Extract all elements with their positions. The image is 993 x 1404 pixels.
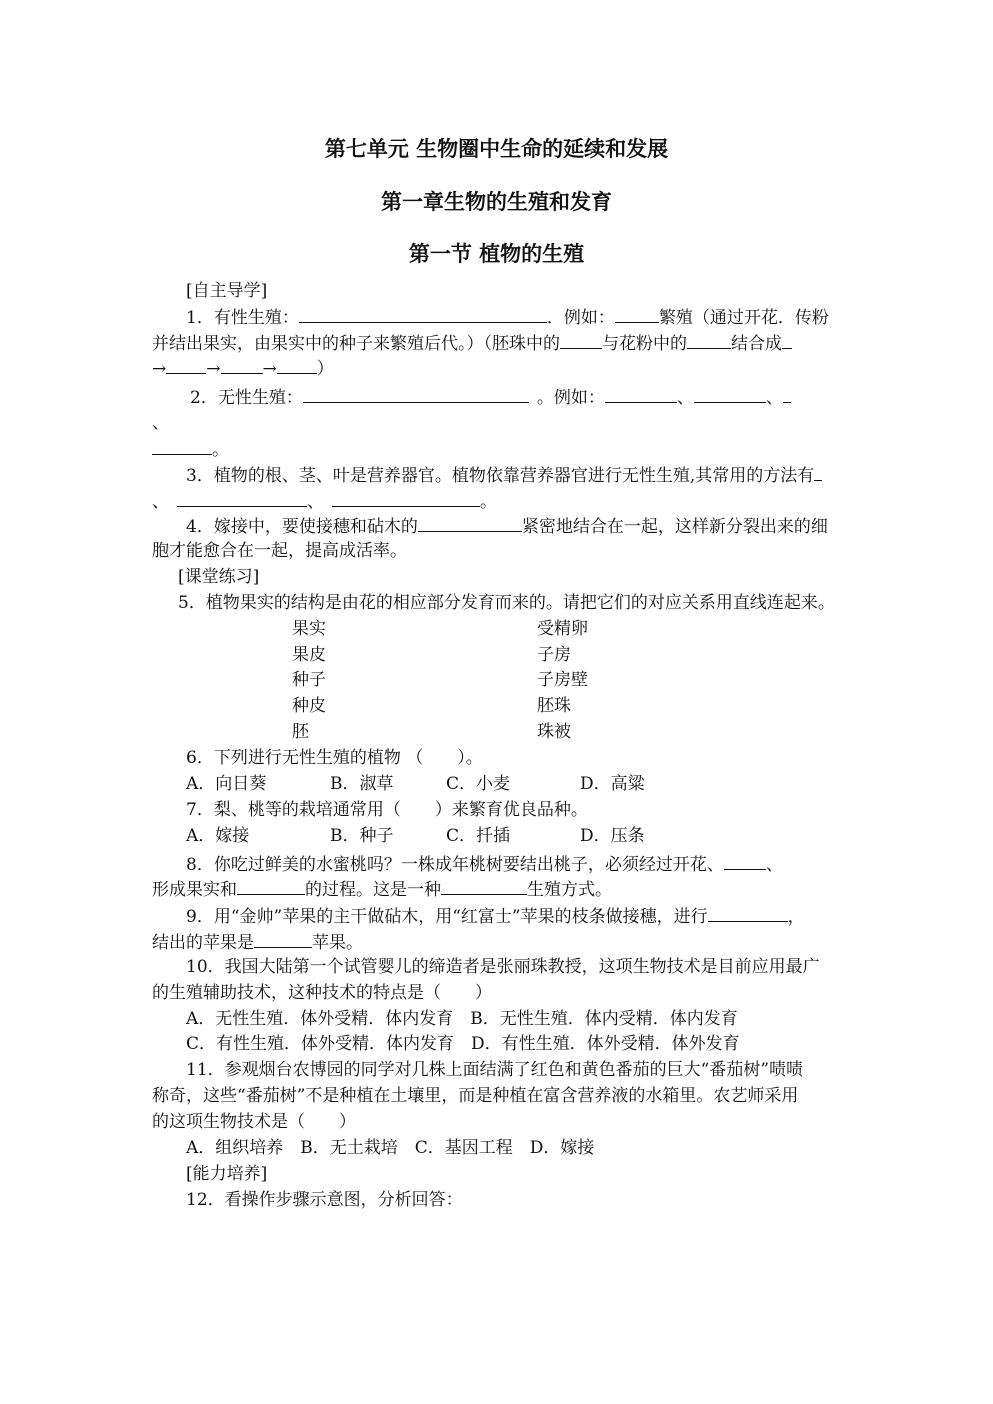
q9-text-a: 9．用“金帅”苹果的主干做砧木，用“红富士”苹果的枝条做接穗，进行 — [186, 907, 708, 927]
question-3-line-1 — [186, 462, 822, 488]
q2-sep-1: 、 — [676, 388, 694, 408]
q4-text-b: 紧密地结合在一起，这样新分裂出来的细 — [521, 517, 828, 537]
q6-option-c[interactable]: C．小麦 — [446, 774, 511, 794]
q3-blank-2[interactable] — [177, 488, 307, 507]
q9-blank-1[interactable] — [708, 903, 788, 922]
q11-options[interactable]: A．组织培养 B．无土栽培 C．基因工程 D．嫁接 — [186, 1138, 595, 1158]
q4-text-a: 4．嫁接中，要使接穗和砧木的 — [186, 517, 418, 537]
question-10-line-1: 10．我国大陆第一个试管婴儿的缔造者是张丽珠教授，这项生物技术是目前应用最广 — [186, 957, 820, 977]
question-9-line-2 — [152, 929, 363, 955]
q8-blank-2[interactable] — [237, 876, 305, 895]
q5-right-item: 珠被 — [537, 722, 571, 742]
unit-title: 第七单元 生物圈中生命的延续和发展 — [324, 136, 669, 161]
question-12-stem: 12．看操作步骤示意图，分析回答： — [186, 1190, 463, 1210]
q4-blank-1[interactable] — [418, 513, 522, 532]
q1-arrow-3: → — [262, 359, 277, 379]
q7-option-b[interactable]: B．种子 — [330, 826, 394, 846]
q5-left-item: 种子 — [292, 670, 326, 690]
q1-blank-5[interactable] — [782, 330, 792, 349]
q8-text-c: 形成果实和 — [152, 880, 237, 900]
q1-text-a: 1．有性生殖： — [186, 308, 299, 328]
question-11-line-1: 11．参观烟台农博园的同学对几株上面结满了红色和黄色番茄的巨大“番茄树”啧啧 — [186, 1060, 804, 1080]
question-2-line-3 — [152, 436, 229, 462]
q5-right-item: 子房 — [537, 645, 571, 665]
q1-text-d: 并结出果实，由果实中的种子来繁殖后代。）（胚珠中的 — [152, 334, 560, 354]
q1-text-f: 结合成 — [731, 334, 782, 354]
q2-sep-2: 、 — [765, 388, 783, 408]
question-11-line-3: 的这项生物技术是（ ） — [152, 1112, 356, 1132]
q5-left-item: 果实 — [292, 619, 326, 639]
q8-text-b: 、 — [765, 855, 783, 875]
q3-text-a: 3．植物的根、茎、叶是营养器官。植物依靠营养器官进行无性生殖,其常用的方法有 — [186, 466, 815, 486]
question-6-stem: 6．下列进行无性生殖的植物 （ ）。 — [186, 748, 483, 768]
q10-options-row-2[interactable]: C．有性生殖．体外受精．体内发育 D．有性生殖．体外受精．体外发育 — [186, 1034, 740, 1054]
q1-arrow-1: → — [152, 359, 167, 379]
q2-blank-5[interactable] — [152, 436, 212, 455]
question-10-line-2: 的生殖辅助技术，这种技术的特点是（ ） — [152, 983, 492, 1003]
question-4-line-2: 胞才能愈合在一起，提高成活率。 — [152, 541, 407, 561]
q7-option-a[interactable]: A．嫁接 — [186, 826, 250, 846]
q5-left-item: 果皮 — [292, 645, 326, 665]
question-2-line-2: 、 — [152, 413, 169, 433]
question-9-line-1 — [186, 903, 805, 929]
q6-option-a[interactable]: A．向日葵 — [186, 774, 267, 794]
q3-blank-1[interactable] — [814, 462, 822, 481]
question-1-line-3 — [152, 355, 334, 381]
q1-blank-3[interactable] — [560, 330, 602, 349]
q1-blank-2[interactable] — [615, 304, 659, 323]
question-4-line-1 — [186, 513, 828, 539]
q2-end: 。 — [212, 440, 229, 460]
q2-text-b: 。例如： — [536, 388, 605, 408]
q5-left-item: 种皮 — [292, 696, 326, 716]
question-8-line-1 — [186, 851, 783, 877]
q1-blank-8[interactable] — [277, 355, 317, 374]
q1-blank-7[interactable] — [221, 355, 263, 374]
q8-blank-3[interactable] — [441, 876, 527, 895]
question-3-line-2 — [152, 488, 497, 514]
q7-option-c[interactable]: C．扦插 — [446, 826, 511, 846]
q8-blank-1[interactable] — [724, 851, 766, 870]
question-11-line-2: 称奇，这些“番茄树”不是种植在土壤里，而是种植在富含营养液的水箱里。农艺师采用 — [152, 1086, 799, 1106]
q1-text-e: 与花粉中的 — [602, 334, 687, 354]
q2-blank-1[interactable] — [303, 384, 529, 403]
q6-option-b[interactable]: B．淑草 — [330, 774, 394, 794]
q9-text-d: 苹果。 — [312, 933, 363, 953]
question-7-stem: 7．梨、桃等的栽培通常用（ ）来繁育优良品种。 — [186, 800, 588, 820]
header-practice: [课堂练习] — [178, 567, 260, 587]
q3-end: 。 — [480, 492, 497, 512]
q1-text-j: ） — [316, 359, 334, 379]
question-5-stem: 5．植物果实的结构是由花的相应部分发育而来的。请把它们的对应关系用直线连起来。 — [178, 593, 835, 613]
q1-text-c: 繁殖（通过开花．传粉 — [658, 308, 829, 328]
q3-sep-1: 、 — [152, 492, 169, 512]
q1-blank-1[interactable] — [299, 304, 547, 323]
q9-text-c: 结出的苹果是 — [152, 933, 254, 953]
q1-blank-6[interactable] — [166, 355, 206, 374]
q5-right-item: 子房壁 — [537, 670, 588, 690]
question-1-line-2 — [152, 330, 792, 356]
q2-blank-3[interactable] — [694, 384, 766, 403]
q5-right-item: 受精卵 — [537, 619, 588, 639]
q6-option-d[interactable]: D．高粱 — [580, 774, 645, 794]
q8-text-a: 8．你吃过鲜美的水蜜桃吗？一株成年桃树要结出桃子，必须经过开花、 — [186, 855, 724, 875]
q10-options-row-1[interactable]: A．无性生殖．体外受精．体内发育 B．无性生殖．体内受精．体内发育 — [186, 1009, 738, 1029]
chapter-title: 第一章生物的生殖和发育 — [381, 189, 612, 214]
q2-text-a: 2．无性生殖： — [190, 388, 303, 408]
header-ability: [能力培养] — [186, 1164, 268, 1184]
q8-text-d: 的过程。这是一种 — [305, 880, 441, 900]
section-title: 第一节 植物的生殖 — [408, 241, 585, 266]
q2-blank-2[interactable] — [605, 384, 677, 403]
q9-blank-2[interactable] — [254, 929, 312, 948]
q5-right-item: 胚珠 — [537, 696, 571, 716]
q8-text-e: 生殖方式。 — [527, 880, 612, 900]
question-8-line-2 — [152, 876, 612, 902]
q1-arrow-2: → — [206, 359, 221, 379]
q5-left-item: 胚 — [292, 722, 309, 742]
q7-option-d[interactable]: D．压条 — [580, 826, 645, 846]
q3-blank-3[interactable] — [332, 488, 480, 507]
header-self-study: [自主导学] — [186, 281, 268, 301]
question-1-line-1 — [186, 304, 829, 330]
q1-text-b: ．例如： — [546, 308, 615, 328]
question-2-line-1 — [190, 384, 791, 410]
q3-sep-2: 、 — [307, 492, 324, 512]
q2-blank-4[interactable] — [783, 384, 791, 403]
q9-text-b: ， — [787, 907, 805, 927]
q1-blank-4[interactable] — [687, 330, 731, 349]
